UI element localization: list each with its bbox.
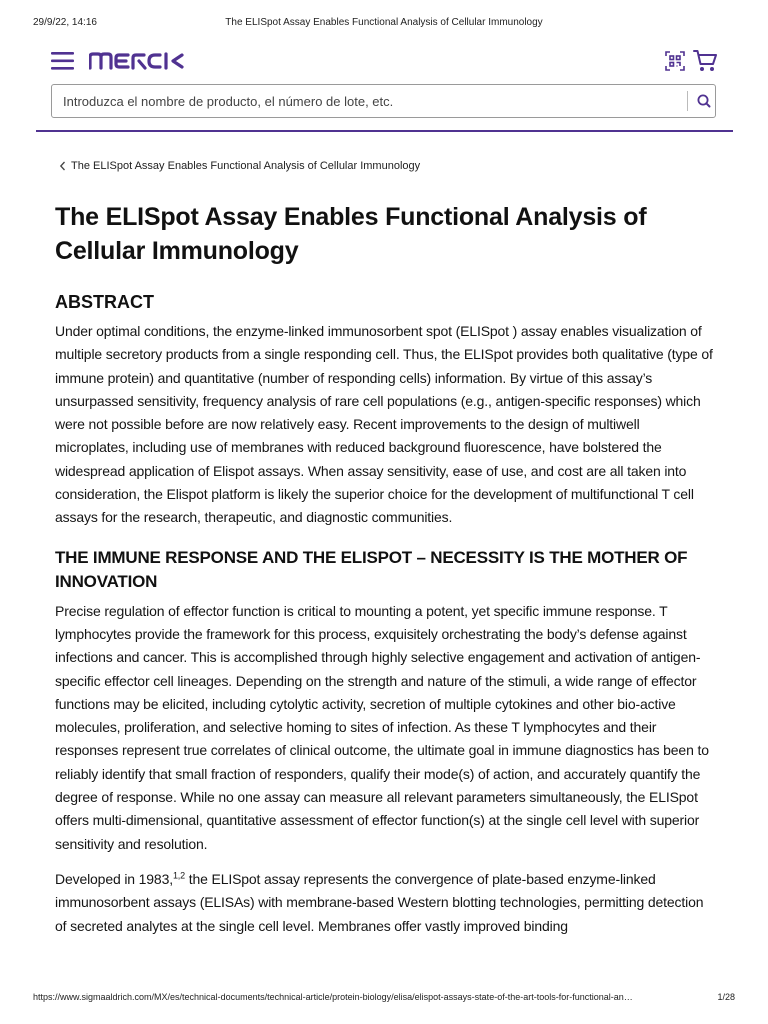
print-header [0, 17, 768, 31]
citation-superscript[interactable]: 1,2 [172, 870, 186, 881]
developed-text-start: Developed in 1983, [55, 870, 173, 887]
print-title: The ELISpot Assay Enables Functional Analysis of Cellular Immunology [225, 17, 543, 28]
breadcrumb-label: The ELISpot Assay Enables Functional Analysis of Cellular Immunology [71, 160, 421, 172]
top-nav-bar [0, 44, 768, 78]
immune-response-paragraph: Precise regulation of effector function is critical to mounting a potent, yet specific immune response. T lymphocytes provide the framework for this process, exquisitely orchestrating the body’s defense against infections and cancer. This is accomplished through highly selective engagement and activation of antigen-specific effector cell lineages. Depending on the strength and nature of the stimuli, a wide range of effector functions may be elicited, including cytolytic activity, secretion of multiple cytokines and other bio-active molecules, proliferation, and selective homing to sites of infection. As these T lymphocytes and their responses represent true correlates of clinical outcome, the ultimate goal in immune diagnostics has been to reliably identify that small fraction of responders, qualify their mode(s) of action, and accurately quantify the degree of response. While no one assay can measure all relevant parameters simultaneously, the ELISpot offers multi-dimensional, quantitative assessment of effector function(s) at the single cell level with superior sensitivity and resolution. [55, 602, 709, 852]
page-number: 1/28 [717, 992, 735, 1002]
developed-paragraph [55, 868, 715, 938]
qr-scan-icon[interactable] [665, 51, 685, 71]
chevron-left-icon [59, 161, 66, 171]
section-heading-immune-response: THE IMMUNE RESPONSE AND THE ELISPOT – NECESSITY IS THE MOTHER OF INNOVATION [55, 547, 688, 591]
article [55, 200, 715, 938]
cart-icon[interactable] [693, 49, 718, 73]
print-url: https://www.sigmaaldrich.com/MX/es/technical-documents/technical-article/protein-biology/elisa/elispot-assays-state-of-the-art-tools-for-functional-an… [33, 992, 633, 1002]
page-title: The ELISpot Assay Enables Functional Analysis of Cellular Immunology [55, 203, 647, 265]
merck-logo[interactable] [89, 49, 185, 73]
header-divider [36, 130, 733, 132]
search-bar [51, 84, 716, 118]
print-date: 29/9/22, 14:16 [33, 17, 97, 28]
search-divider [687, 91, 688, 111]
print-footer [0, 992, 768, 1006]
section-heading-abstract: ABSTRACT [55, 292, 154, 312]
search-icon[interactable] [692, 85, 716, 117]
abstract-paragraph: Under optimal conditions, the enzyme-linked immunosorbent spot (ELISpot ) assay enables visualization of multiple secretory products from a single responding cell. Thus, the ELISpot provides both qualitative (type of immune protein) and quantitative (number of responding cells) information. By virtue of this assay’s unsurpassed sensitivity, frequency analysis of rare cell populations (e.g., antigen-specific responses) which were not possible before are now relatively easy. Recent improvements to the design of multiwell microplates, including use of membranes with reduced background fluorescence, have bolstered the widespread application of Elispot assays. When assay sensitivity, ease of use, and cost are all taken into consideration, the Elispot platform is likely the superior choice for the development of multifunctional T cell assays for the research, therapeutic, and diagnostic communities. [55, 323, 713, 526]
developed-text-rest: the ELISpot assay represents the convergence of plate-based enzyme-linked immunosorbent assays (ELISAs) with membrane-based Western blotting technologies, permitting detection of secreted analytes at the single cell level. Membranes offer vastly improved binding [55, 870, 704, 934]
menu-icon[interactable] [51, 52, 75, 70]
breadcrumb[interactable] [59, 158, 420, 174]
search-input[interactable] [52, 85, 686, 117]
